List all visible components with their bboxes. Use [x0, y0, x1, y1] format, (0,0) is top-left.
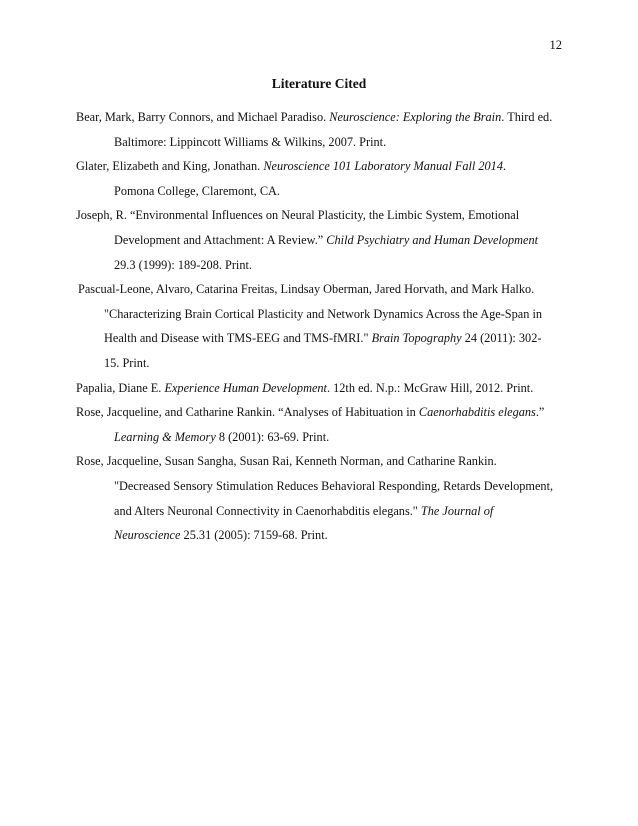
reference-bear	[76, 105, 566, 154]
reference-text: 24 (2011): 302-	[461, 331, 542, 346]
page-title: Literature Cited	[271, 76, 367, 91]
reference-text: 29.3 (1999): 189-208. Print.	[114, 257, 252, 272]
reference-rose-2005	[76, 449, 566, 547]
reference-text: Rose, Jacqueline, and Catharine Rankin. “Analyses of Habituation in	[76, 405, 419, 420]
reference-line	[76, 376, 566, 401]
reference-title: Caenorhabditis elegans	[418, 405, 536, 420]
reference-line	[76, 277, 566, 302]
reference-title: Learning & Memory	[114, 429, 216, 444]
reference-line	[76, 326, 566, 351]
reference-title: Neuroscience: Exploring the Brain	[329, 110, 502, 124]
reference-line	[76, 154, 566, 179]
reference-glater	[76, 154, 566, 203]
reference-text: .	[502, 159, 507, 174]
reference-text: . 12th ed. N.p.: McGraw Hill, 2012. Print.	[326, 380, 534, 395]
reference-title: Brain Topography	[371, 331, 462, 346]
reference-text: . Third ed.	[501, 110, 553, 124]
reference-line	[76, 179, 566, 204]
reference-line	[76, 351, 566, 376]
reference-pascual-leone	[76, 277, 566, 375]
reference-line	[76, 203, 566, 228]
reference-text: Rose, Jacqueline, Susan Sangha, Susan Rai, Kenneth Norman, and Catharine Rankin.	[76, 454, 497, 469]
reference-text: Development and Attachment: A Review.”	[114, 232, 327, 247]
reference-text: Baltimore: Lippincott Williams & Wilkins, 2007. Print.	[114, 134, 387, 149]
reference-list	[76, 105, 566, 548]
reference-line	[76, 474, 566, 499]
reference-papalia	[76, 376, 566, 401]
reference-text: 8 (2001): 63-69. Print.	[215, 429, 330, 444]
reference-rose-2001	[76, 400, 566, 449]
reference-joseph	[76, 203, 566, 277]
reference-title: Neuroscience	[114, 528, 181, 543]
reference-line	[76, 105, 566, 130]
reference-title: The Journal of	[420, 503, 494, 518]
reference-text: .”	[535, 405, 545, 420]
reference-text: Joseph, R. “Environmental Influences on Neural Plasticity, the Limbic System, Emotional	[76, 208, 520, 223]
reference-text: Health and Disease with TMS-EEG and TMS-fMRI."	[104, 331, 372, 346]
reference-text: Pascual-Leone, Alvaro, Catarina Freitas, Lindsay Oberman, Jared Horvath, and Mark Halko.	[78, 282, 535, 297]
reference-title: Child Psychiatry and Human Development	[326, 232, 539, 247]
reference-line	[76, 130, 566, 155]
reference-text: Papalia, Diane E.	[76, 380, 165, 395]
reference-line	[76, 523, 566, 548]
reference-title: Neuroscience 101 Laboratory Manual Fall 2014	[263, 159, 503, 174]
reference-text: 25.31 (2005): 7159-68. Print.	[180, 528, 328, 543]
reference-text: Glater, Elizabeth and King, Jonathan.	[76, 159, 264, 174]
reference-text: "Decreased Sensory Stimulation Reduces Behavioral Responding, Retards Development,	[114, 478, 554, 493]
reference-line	[76, 228, 566, 253]
reference-line	[76, 499, 566, 524]
reference-line	[76, 400, 566, 425]
reference-line	[76, 449, 566, 474]
reference-line	[76, 253, 566, 278]
reference-line	[76, 425, 566, 450]
reference-text: 15. Print.	[104, 355, 150, 370]
reference-text: "Characterizing Brain Cortical Plasticity and Network Dynamics Across the Age-Span in	[104, 306, 543, 321]
reference-text: Bear, Mark, Barry Connors, and Michael Paradiso.	[76, 110, 330, 124]
reference-text: and Alters Neuronal Connectivity in Caenorhabditis elegans."	[114, 503, 421, 518]
reference-title: Experience Human Development	[164, 380, 327, 395]
reference-line	[76, 302, 566, 327]
page-number: 12	[549, 38, 562, 52]
reference-text: Pomona College, Claremont, CA.	[114, 183, 280, 198]
